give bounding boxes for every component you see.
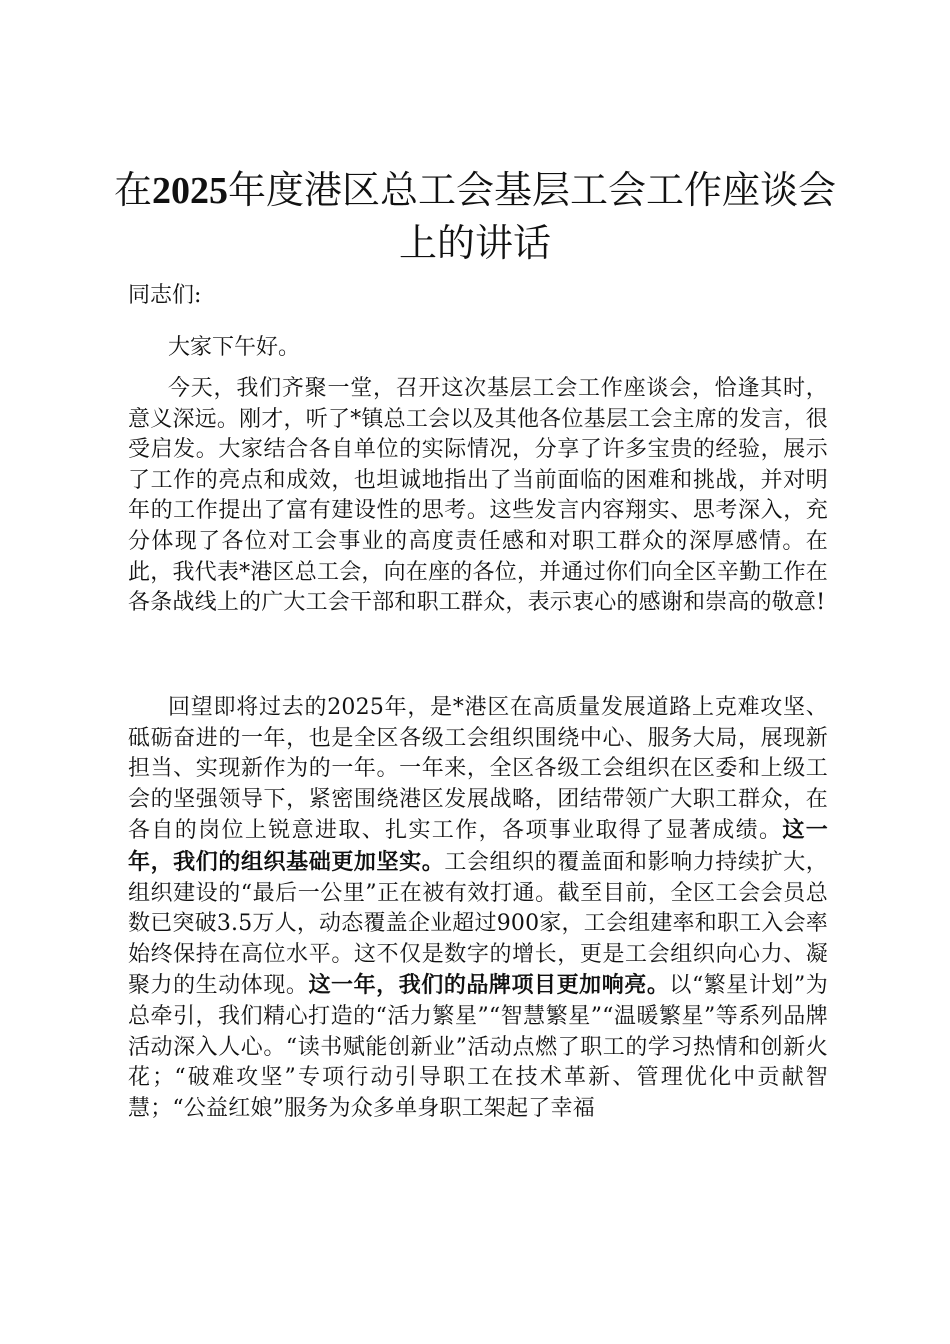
document-title (100, 164, 850, 269)
title-prefix: 在 (113, 168, 152, 212)
paragraph-review-brand: 以“繁星计划”为总牵引，我们精心打造的“活力繁星”“智慧繁星”“温暖繁星”等系列品牌活动深入人心。“读书赋能创新业”活动点燃了职工的学习热情和创新火花；“破难攻坚”专项行动引导职工在技术革新、管理优化中贡献智慧；“公益红娘”服务为众多单身职工架起了幸福 (128, 973, 828, 1121)
paragraph-opening: 今天，我们齐聚一堂，召开这次基层工会工作座谈会，恰逢其时，意义深远。刚才，听了*镇总工会以及其他各位基层工会主席的发言，很受启发。大家结合各自单位的实际情况，分享了许多宝贵的经验，展示了工作的亮点和成效，也坦诚地指出了当前面临的困难和挑战，并对明年的工作提出了富有建设性的思考。这些发言内容翔实、思考深入，充分体现了各位对工会事业的高度责任感和对职工群众的深厚感情。在此，我代表*港区总工会，向在座的各位，并通过你们向全区辛勤工作在各条战线上的广大工会干部和职工群众，表示衷心的感谢和崇高的敬意! (128, 376, 828, 616)
highlight-organization: 这一年，我们的组织基础更加坚实。 (128, 817, 828, 875)
paragraph-review-intro: 回望即将过去的2025年，是*港区在高质量发展道路上克难攻坚、砥砺奋进的一年，也是全区各级工会组织围绕中心、服务大局，展现新担当、实现新作为的一年。一年来，全区各级工会组织在区委和上级工会的坚强领导下，紧密围绕港区发展战略，团结带领广大职工群众，在各自的岗位上锐意进取、扎实工作，各项事业取得了显著成绩。 (128, 695, 828, 844)
greeting: 大家下午好。 (168, 335, 301, 360)
highlight-brand-projects: 这一年，我们的品牌项目更加响亮。 (308, 972, 670, 999)
salutation: 同志们: (128, 283, 202, 308)
title-year: 2025 (152, 170, 228, 212)
paragraph-review (128, 693, 828, 1124)
title-suffix: 年度港区总工会基层工会工作座谈会上的讲话 (228, 168, 837, 265)
paragraph-review-organization: 工会组织的覆盖面和影响力持续扩大，组织建设的“最后一公里”正在被有效打通。截至目前，全区工会会员总数已突破3.5万人，动态覆盖企业超过900家，工会组建率和职工入会率始终保持在高位水平。这不仅是数字的增长，更是工会组织向心力、凝聚力的生动体现。 (128, 849, 828, 999)
